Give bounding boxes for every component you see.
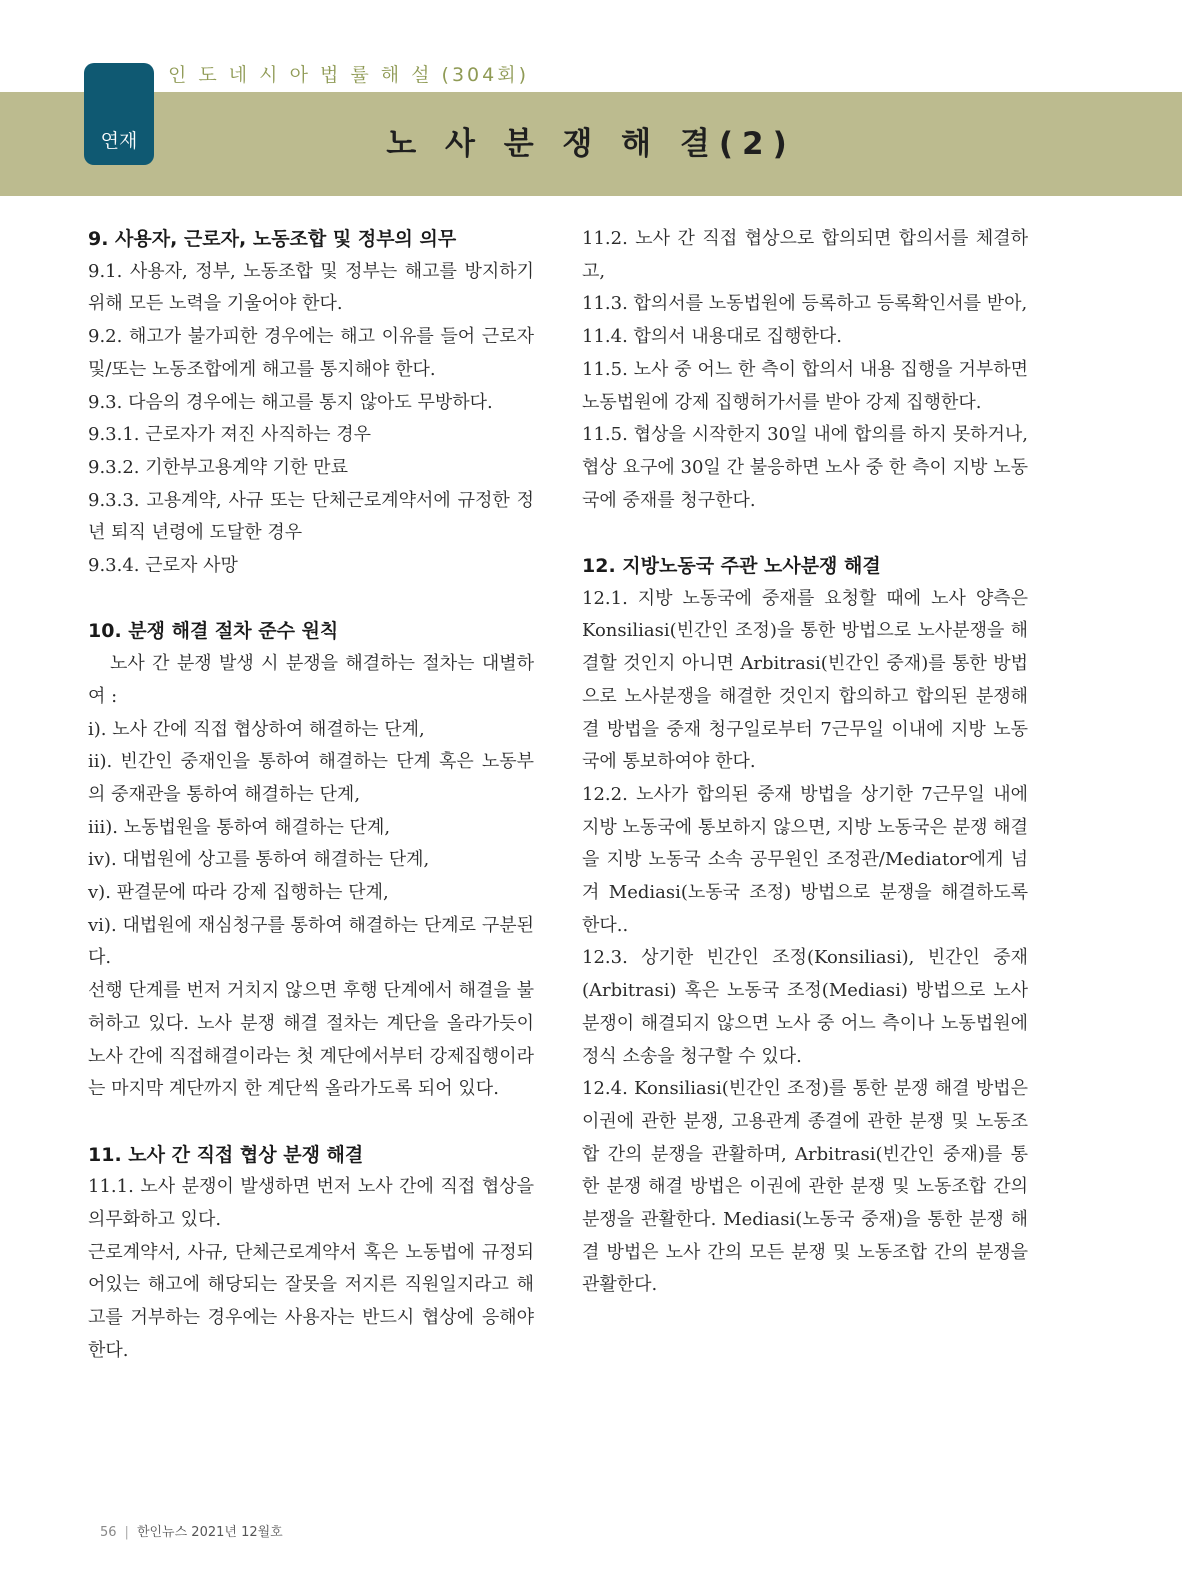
paragraph: ii). 빈간인 중재인을 통하여 해결하는 단계 혹은 노동부의 중재관을 통하여 해결하는 단계, (88, 751, 534, 805)
paragraph: 11.4. 합의서 내용대로 집행한다. (582, 326, 842, 348)
section-heading-9: 9. 사용자, 근로자, 노동조합 및 정부의 의무 (88, 228, 457, 250)
paragraph: iv). 대법원에 상고를 통하여 해결하는 단계, (88, 849, 430, 871)
series-tag-label: 연재 (100, 130, 138, 152)
paragraph: 12.1. 지방 노동국에 중재를 요청할 때에 노사 양측은 Konsiliasi(빈간인 조정)을 통한 방법으로 노사분쟁을 해결할 것인지 아니면 Arbitrasi(빈간인 중재)를 통한 방법으로 노사분쟁을 해결한 것인지 합의하고 합의된 분쟁해결 방법을 중재 청구일로부터 7근무일 이내에 지방 노동국에 통보하여야 한다. (582, 587, 1028, 773)
page-number: 56 (100, 1525, 117, 1540)
paragraph: 9.3.3. 고용계약, 사규 또는 단체근로계약서에 규정한 정년 퇴직 년령에 도달한 경우 (88, 489, 534, 544)
footer-separator: | (124, 1525, 129, 1540)
paragraph: 11.5. 협상을 시작한지 30일 내에 합의를 하지 못하거나, 협상 요구에 30일 간 불응하면 노사 중 한 측이 지방 노동국에 중재를 청구한다. (582, 424, 1028, 511)
paragraph: v). 판결문에 따라 강제 집행하는 단계, (88, 882, 389, 904)
paragraph: 11.2. 노사 간 직접 협상으로 합의되면 합의서를 체결하고, (582, 228, 1028, 282)
paragraph: 선행 단계를 번저 거치지 않으면 후행 단계에서 해결을 불허하고 있다. 노사 분쟁 해결 절차는 계단을 올라가듯이 노사 간에 직접해결이라는 첫 계단에서부터 강제집행이라는 마지막 계단까지 한 계단씩 올라가도록 되어 있다. (88, 980, 534, 1100)
paragraph: 근로계약서, 사규, 단체근로계약서 혹은 노동법에 규정되어있는 해고에 해당되는 잘못을 저지른 직원일지라고 해고를 거부하는 경우에는 사용자는 반드시 협상에 응해야 한다. (88, 1241, 534, 1361)
series-title: 인 도 네 시 아 법 률 해 설 (304회) (168, 64, 529, 86)
section-heading-11: 11. 노사 간 직접 협상 분쟁 해결 (88, 1143, 364, 1166)
left-column (88, 223, 534, 1368)
paragraph: vi). 대법원에 재심청구를 통하여 해결하는 단계로 구분된다. (88, 914, 534, 969)
section-heading-10: 10. 분쟁 해결 절차 준수 원칙 (88, 620, 339, 643)
paragraph: 9.3.4. 근로자 사망 (88, 555, 238, 577)
paragraph: 11.1. 노사 분쟁이 발생하면 번저 노사 간에 직접 협상을 의무화하고 있다. (88, 1176, 534, 1231)
paragraph: 9.1. 사용자, 정부, 노동조합 및 정부는 해고를 방지하기 위해 모든 노력을 기울어야 한다. (88, 260, 534, 315)
paragraph: 11.3. 합의서를 노동법원에 등록하고 등록확인서를 받아, (582, 293, 1028, 315)
paragraph: 9.3.1. 근로자가 져진 사직하는 경우 (88, 424, 372, 446)
publication-name: 한인뉴스 2021년 12월호 (136, 1525, 283, 1540)
paragraph: 12.2. 노사가 합의된 중재 방법을 상기한 7근무일 내에 지방 노동국에 통보하지 않으면, 지방 노동국은 분쟁 해결을 지방 노동국 소속 공무원인 조정관/Mediator에게 넘겨 Mediasi(노동국 조정) 방법으로 분쟁을 해결하도록 한다.. (582, 783, 1028, 936)
paragraph: 9.3.2. 기한부고용계약 기한 만료 (88, 456, 348, 478)
paragraph: 11.5. 노사 중 어느 한 측이 합의서 내용 집행을 거부하면 노동법원에 강제 집행허가서를 받아 강제 집행한다. (582, 358, 1028, 413)
right-column (582, 223, 1028, 1302)
paragraph: 9.3. 다음의 경우에는 해고를 통지 않아도 무방하다. (88, 391, 493, 413)
paragraph: 12.3. 상기한 빈간인 조정(Konsiliasi), 빈간인 중재(Arbitrasi) 혹은 노동국 조정(Mediasi) 방법으로 노사분쟁이 해결되지 않으면 노사 중 어느 측이나 노동법원에 정식 소송을 청구할 수 있다. (582, 947, 1028, 1067)
page-title: 노 사 분 쟁 해 결(2) (386, 126, 796, 162)
paragraph: 노사 간 분쟁 발생 시 분쟁을 해결하는 절차는 대별하여 : (88, 653, 534, 707)
section-heading-12: 12. 지방노동국 주관 노사분쟁 해결 (582, 555, 881, 578)
paragraph: 9.2. 해고가 불가피한 경우에는 해고 이유를 들어 근로자 및/또는 노동조합에게 해고를 통지해야 한다. (88, 326, 534, 380)
paragraph: iii). 노동법원을 통하여 해결하는 단계, (88, 816, 391, 838)
page-footer (100, 1521, 283, 1540)
paragraph: 12.4. Konsiliasi(빈간인 조정)를 통한 분쟁 해결 방법은 이권에 관한 분쟁, 고용관계 종결에 관한 분쟁 및 노동조합 간의 분쟁을 관활하며, Arbitrasi(빈간인 중재)를 통한 분쟁 해결 방법은 이권에 관한 분쟁 및 노동조합 간의 분쟁을 관활한다. Mediasi(노동국 중재)을 통한 분쟁 해결 방법은 노사 간의 모든 분쟁 및 노동조합 간의 분쟁을 관활한다. (582, 1078, 1028, 1296)
paragraph: i). 노사 간에 직접 협상하여 해결하는 단계, (88, 718, 425, 740)
